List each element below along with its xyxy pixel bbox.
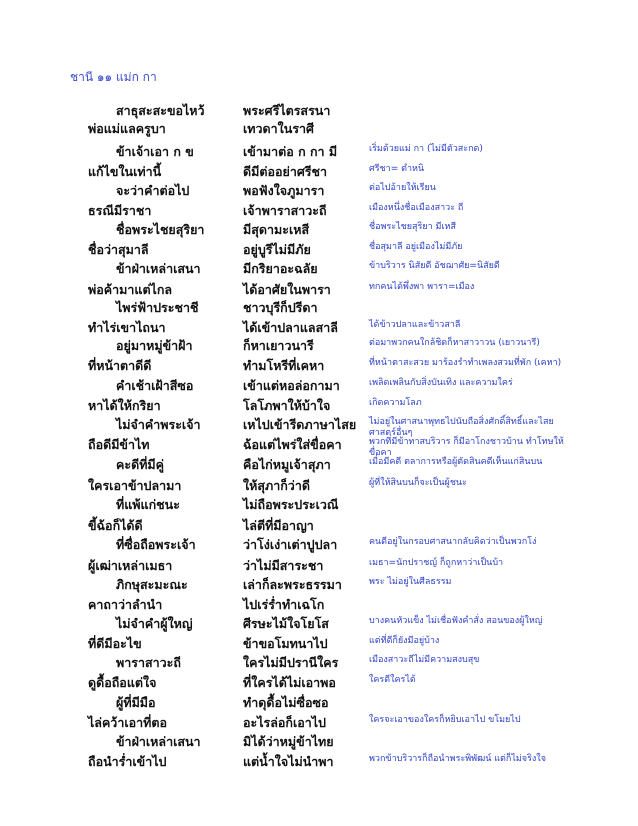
verse-first-half: ไม่จำคำพระเจ้า <box>116 417 201 432</box>
poem-line <box>0 336 638 354</box>
verse-first-half: ข้าเจ้าเอา ก ข <box>116 144 194 159</box>
verse-first-half: ข้าฝ่าเหล่าเสนา <box>116 734 201 749</box>
verse-second-half: มิได้ว่าหมู่ข้าไทย <box>243 734 334 749</box>
verse-first-half: คะดีที่มีคู่ <box>116 457 165 472</box>
verse-second-half: อะไรล่อก็เอาไป <box>243 715 326 730</box>
verse-first-half: อยู่มาหมู่ข้าฝ้า <box>116 338 193 353</box>
poem-line <box>0 732 638 750</box>
poem-line <box>0 101 638 119</box>
verse-second-half: มีกริยาอะฉลัย <box>243 261 318 276</box>
verse-first-half: ทำไร่เขาไถนา <box>88 320 166 335</box>
poem-line <box>0 516 638 534</box>
poem-line <box>0 713 638 731</box>
explanation-note: ชื่อสุมาลี อยู่เมืองไม่มีภัย <box>369 242 463 252</box>
poem-line <box>0 693 638 711</box>
explanation-note: ที่หน้าตาสะสวย มาร้องรำทำเพลงสวมที่พัก (เคหา) <box>369 358 562 368</box>
explanation-note: ใครดีใครได้ <box>369 675 416 685</box>
verse-second-half: เข้ามาต่อ ก กา มี <box>243 144 338 159</box>
verse-first-half: ไม่จำคำผู้ใหญ่ <box>116 616 193 631</box>
verse-first-half: ผู้เฒ่าเหล่าเมธา <box>88 558 173 573</box>
verse-first-half: ที่หน้าตาดีดี <box>88 358 152 373</box>
verse-second-half: ได้อาศัยในพารา <box>243 282 331 297</box>
verse-second-half: ดีมีต่ออย่าศรีชา <box>243 164 327 179</box>
poem-line <box>0 476 638 494</box>
verse-first-half: พ่อค้ามาแต่ไกล <box>88 282 173 297</box>
explanation-note: ได้ข้าวปลาและข้าวสาลี <box>369 320 461 330</box>
page-heading: ชานี ๑๑ แม่ก กา <box>70 70 157 84</box>
verse-second-half: ให้สุภาก็ว่าดี <box>243 478 310 493</box>
verse-second-half: ได้เข้าปลาแลสาลี <box>243 320 338 335</box>
explanation-note: เริ่มด้วยแม่ กา (ไม่มีตัวสะกด) <box>369 144 483 154</box>
verse-first-half: จะว่าคำต่อไป <box>116 183 190 198</box>
verse-second-half: ไล่ตีที่มีอาญา <box>243 518 314 533</box>
explanation-note: พวกข้าบริวารก็ถือนำพระพิพัฒน์ แต่ก็ไม่จริงใจ <box>369 754 546 764</box>
poem-line <box>0 495 638 513</box>
explanation-note: เมืองสาวะถีไม่มีความสงบสุข <box>369 655 480 665</box>
explanation-note: พวกที่มีข้าทาสบริวาร ก็มีอาโกงชาวบ้าน ทำโทษให้ขื่อคา <box>369 437 564 458</box>
explanation-note: ต่อไปอ้ายให้เรียน <box>369 183 436 193</box>
explanation-note: ใครจะเอาของใครก็หยิบเอาไป ขโมยไป <box>369 715 521 725</box>
verse-first-half: พ่อแม่แลครูบา <box>88 121 166 136</box>
verse-first-half: ใครเอาข้าปลามา <box>88 478 182 493</box>
explanation-note: ศรีชา= ตำหนิ <box>369 164 425 174</box>
verse-second-half: พระศรีไตรสรนา <box>243 103 331 118</box>
verse-second-half: เจ้าพาราสาวะถี <box>243 203 327 218</box>
verse-first-half: ผู้ที่มีมือ <box>116 695 156 710</box>
poem-line <box>0 653 638 671</box>
poem-line <box>0 752 638 770</box>
poem-line <box>0 556 638 574</box>
explanation-note: บางคนหัวแข็ง ไม่เชื่อฟังคำสั่ง สอนของผู้ใหญ่ <box>369 616 543 626</box>
verse-first-half: ชื่อว่าสุมาลี <box>88 242 149 257</box>
poem-line <box>0 240 638 258</box>
poem-line <box>0 201 638 219</box>
verse-second-half: เทวดาในราศี <box>243 121 314 136</box>
explanation-note: ชื่อพระไชยสุริยา มีเหสี <box>369 222 456 232</box>
poem-line <box>0 435 638 458</box>
verse-second-half: ทำดุดื้อไม่ซื่อซอ <box>243 695 329 710</box>
verse-second-half: ใครไม่มีปรานีใคร <box>243 655 339 670</box>
explanation-note: ต่อมาพวกคนใกล้ชิดก็หาสาวาวน (เยาวนารี) <box>369 338 540 348</box>
verse-first-half: ไพร่ฟ้าประชาชี <box>116 300 199 315</box>
poem-line <box>0 575 638 593</box>
verse-first-half: พาราสาวะถี <box>116 655 181 670</box>
verse-first-half: สาธุสะสะขอไหว้ <box>116 103 205 118</box>
explanation-note: เกิดความโลภ <box>369 398 422 408</box>
poem-line <box>0 376 638 394</box>
poem-line <box>0 595 638 613</box>
poem-line <box>0 614 638 632</box>
verse-second-half: เล่าก็ละพระธรรมา <box>243 577 342 592</box>
verse-second-half: เข้าแต่หอล่อกามา <box>243 378 340 393</box>
poem-line <box>0 259 638 277</box>
explanation-note: เพลิดเพลินกับสิ่งบันเทิง และความใคร่ <box>369 378 513 388</box>
explanation-note: ผู้ที่ให้สินบนก็จะเป็นผู้ชนะ <box>369 478 467 488</box>
poem-line <box>0 634 638 652</box>
verse-first-half: ที่ดีมีอะไข <box>88 636 142 651</box>
poem-line <box>0 455 638 473</box>
verse-second-half: ชาวบุรีก็ปรีดา <box>243 300 318 315</box>
poem-line <box>0 280 638 298</box>
verse-first-half: ที่แพ้แก่ชนะ <box>116 497 180 512</box>
verse-second-half: ว่าไม่มีสาระชา <box>243 558 324 573</box>
verse-first-half: ภิกษุสะมะณะ <box>116 577 188 592</box>
poem-line <box>0 162 638 180</box>
verse-second-half: คือไก่หมูเจ้าสุภา <box>243 457 331 472</box>
verse-second-half: ทำมโหรีที่เคหา <box>243 358 325 373</box>
poem-line <box>0 181 638 199</box>
verse-first-half: ชื่อพระไชยสุริยา <box>116 222 205 237</box>
verse-first-half: ที่ซื่อถือพระเจ้า <box>116 537 196 552</box>
explanation-note: เมธา=นักปราชญ์ ก็ถูกหาว่าเป็นบ้า <box>369 558 504 568</box>
verse-second-half: ข้าขอโมทนาไป <box>243 636 328 651</box>
verse-second-half: พอฟังใจภูมารา <box>243 183 325 198</box>
verse-second-half: ฉ้อแต่ไพร่ใส่ขื่อคา <box>243 437 342 452</box>
explanation-note: พระ ไม่อยู่ในศีลธรรม <box>369 577 452 587</box>
verse-first-half: ธรณีมีราชา <box>88 203 152 218</box>
explanation-note: คนดีอยู่ในกรอบศาสนากลับคิดว่าเป็นพวกโง่ <box>369 537 537 547</box>
poem-line <box>0 356 638 374</box>
verse-first-half: แก้ไขในเท่านี้ <box>88 164 162 179</box>
explanation-note: ทกคนได้พึ่งพา พารา=เมือง <box>369 282 475 292</box>
poem-line <box>0 119 638 137</box>
verse-first-half: คำเช้าเฝ้าสีซอ <box>116 378 194 393</box>
explanation-note: เมื่อมีคดี ตลาการหรือผู้ตัดสินคดีเห็นแก่สินบน <box>369 457 543 467</box>
verse-first-half: ถือนำร่ำเข้าไป <box>88 754 167 769</box>
explanation-note: ไม่อยู่ในศาสนาพุทธไปนับถือสิ่งศักดิ์สิทธิ์และไสยศาสตร์อื่นๆ <box>369 417 554 438</box>
poem-line <box>0 415 638 438</box>
poem-line <box>0 318 638 336</box>
verse-second-half: มีสุดามะเหสี <box>243 222 310 237</box>
explanation-note: แต่ที่ดีก็ยังมีอยู่บ้าง <box>369 636 440 646</box>
poem-line <box>0 535 638 553</box>
verse-first-half: ถือดีมีข้าไท <box>88 437 150 452</box>
verse-second-half: ที่ใครได้ไม่เอาพอ <box>243 675 336 690</box>
verse-second-half: แต่น้ำใจไม่นำพา <box>243 754 334 769</box>
explanation-note: เมืองหนึ่งชื่อเมืองสาวะ ถี <box>369 203 464 213</box>
verse-second-half: ไปเร่ร่ำทำเฉโก <box>243 597 325 612</box>
verse-second-half: ไม่ถือพระประเวณี <box>243 497 339 512</box>
verse-second-half: เหไปเข้ารีดภาษาไสย <box>243 417 357 432</box>
verse-first-half: ขี้ฉ้อก็ได้ดี <box>88 518 143 533</box>
verse-second-half: โลโภพาให้บ้าใจ <box>243 398 331 413</box>
poem-line <box>0 220 638 238</box>
poem-line <box>0 673 638 691</box>
verse-first-half: ไล่คว้าเอาที่ตอ <box>88 715 168 730</box>
verse-second-half: อยู่บูรีไม่มีภัย <box>243 242 311 257</box>
verse-first-half: คาถาว่าลำนำ <box>88 597 163 612</box>
poem-line <box>0 298 638 316</box>
verse-first-half: หาได้ให้กริยา <box>88 398 161 413</box>
verse-second-half: ศีรษะไม้ใจโยโส <box>243 616 329 631</box>
verse-first-half: ข้าฝ่าเหล่าเสนา <box>116 261 201 276</box>
poem-line <box>0 142 638 160</box>
verse-second-half: ว่าโง่เง่าเต่าปูปลา <box>243 537 338 552</box>
verse-first-half: ดูดื้อถือแต่ใจ <box>88 675 157 690</box>
verse-second-half: ก็หาเยาวนารี <box>243 338 314 353</box>
explanation-note: ข้าบริวาร นิสัยดี อัชฌาศัย=นิสัยดี <box>369 261 500 271</box>
poem-line <box>0 396 638 414</box>
